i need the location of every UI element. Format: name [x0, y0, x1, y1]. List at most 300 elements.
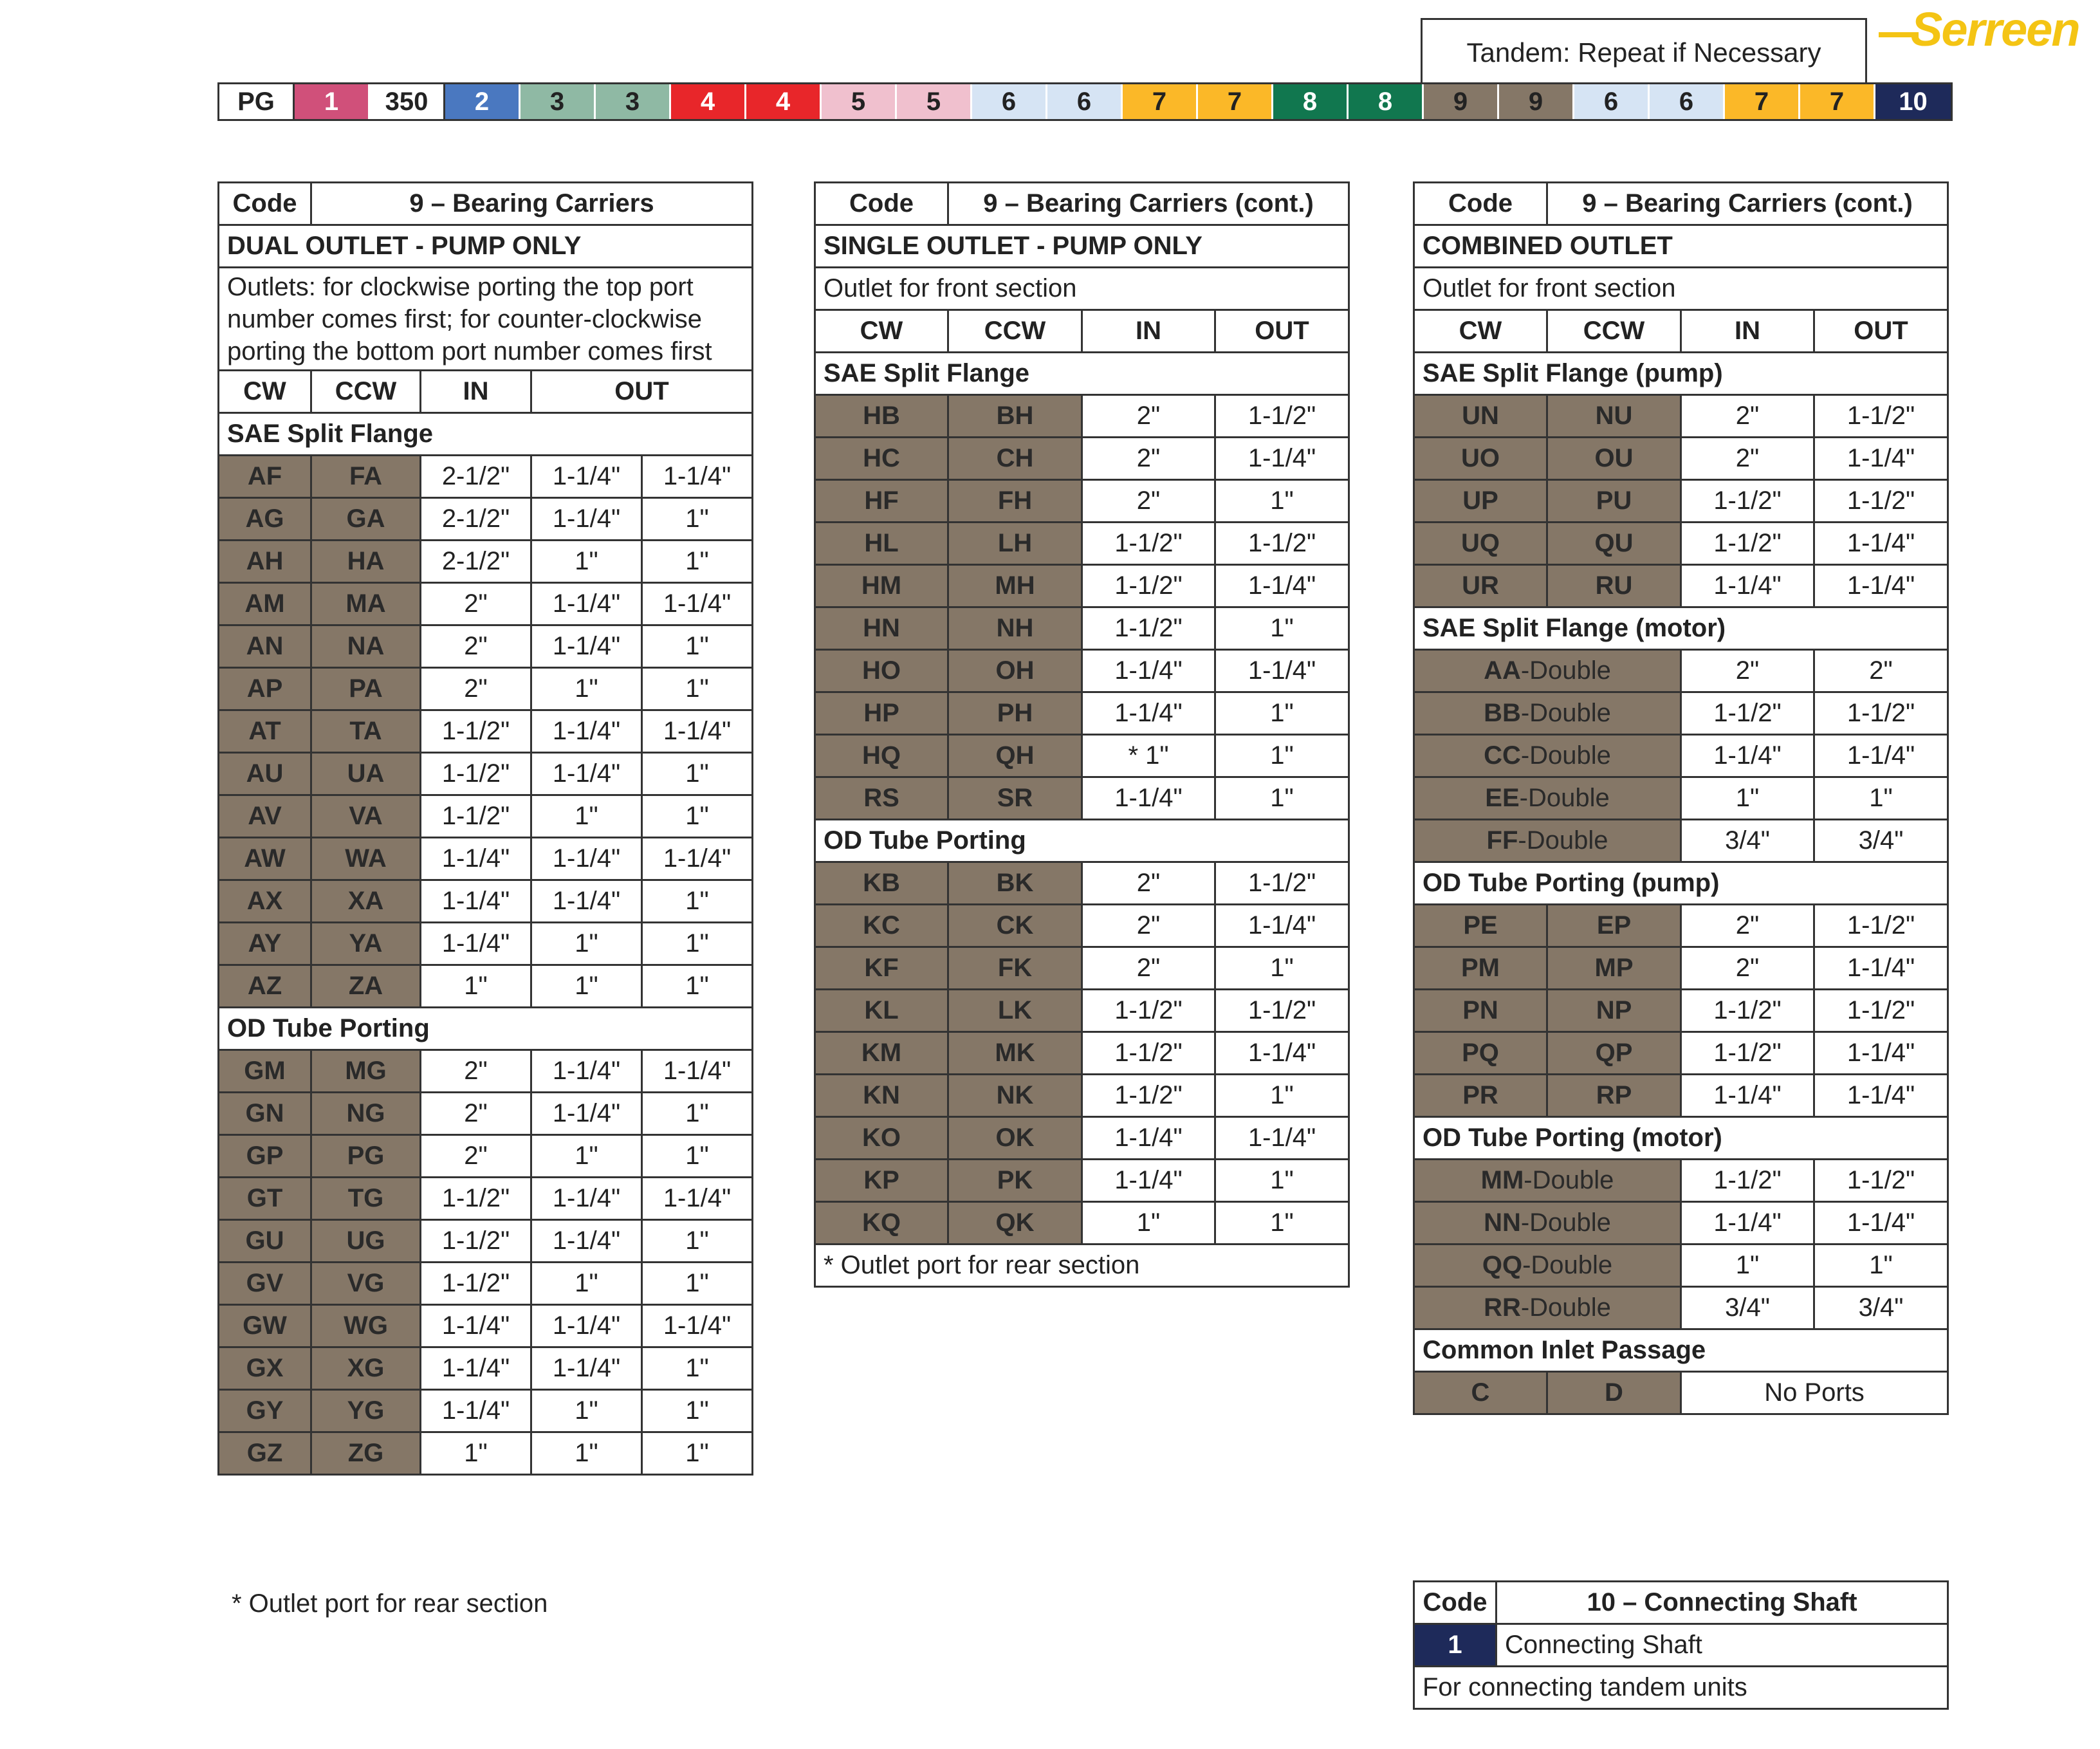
ccw-code: XG	[311, 1347, 421, 1390]
cw-code: HL	[815, 523, 948, 565]
model-code-cell: 7	[1725, 84, 1800, 119]
double-suffix: -Double	[1518, 826, 1608, 855]
ccw-code: BH	[948, 395, 1082, 438]
double-code	[1414, 735, 1681, 777]
double-code-letters: AA	[1484, 656, 1521, 685]
cw-code: KP	[815, 1160, 948, 1202]
ccw-code: LK	[948, 990, 1082, 1032]
double-code	[1414, 692, 1681, 735]
out-size: 1-1/4"	[1215, 905, 1349, 947]
ccw-code: RU	[1547, 565, 1681, 607]
table-row	[1414, 692, 1948, 735]
ccw-code: CH	[948, 438, 1082, 480]
ccw-code: PG	[311, 1135, 421, 1178]
table-row	[219, 1390, 753, 1432]
logo-wordmark: Serreen	[1911, 3, 2079, 56]
out-size: 1-1/4"	[642, 838, 753, 880]
in-size: 1-1/2"	[1681, 1032, 1814, 1075]
ccw-code: BK	[948, 862, 1082, 905]
table-row	[1414, 480, 1948, 523]
ccw-code: QK	[948, 1202, 1082, 1245]
model-code-cell: 5	[822, 84, 897, 119]
out-size: 1-1/2"	[1814, 905, 1948, 947]
in-size: 1"	[1681, 777, 1814, 820]
out-size: 1"	[1215, 692, 1349, 735]
section-title: SAE Split Flange	[815, 353, 1349, 395]
table-row	[1414, 565, 1948, 607]
cw-code: KN	[815, 1075, 948, 1117]
in-size: 2"	[1681, 438, 1814, 480]
in-size: 1-1/2"	[1681, 480, 1814, 523]
table-row	[1414, 820, 1948, 862]
in-size: 2-1/2"	[421, 456, 531, 498]
no-ports-value: No Ports	[1681, 1372, 1948, 1414]
cw-code: KL	[815, 990, 948, 1032]
ccw-code: FA	[311, 456, 421, 498]
cw-code: AP	[219, 668, 311, 710]
table-title: 9 – Bearing Carriers	[311, 183, 753, 225]
cw-code: UN	[1414, 395, 1547, 438]
ccw-code: ZA	[311, 965, 421, 1008]
out-size: 1"	[642, 625, 753, 668]
table-row	[1414, 650, 1948, 692]
cw-code: UP	[1414, 480, 1547, 523]
ccw-code: D	[1547, 1372, 1681, 1414]
in-size: 1-1/2"	[1082, 565, 1215, 607]
in-size: 1-1/4"	[421, 923, 531, 965]
out-size: 1"	[642, 965, 753, 1008]
ccw-code: UG	[311, 1220, 421, 1263]
ccw-code: PH	[948, 692, 1082, 735]
double-code	[1414, 650, 1681, 692]
in-size: 1-1/2"	[1681, 692, 1814, 735]
cw-code: KQ	[815, 1202, 948, 1245]
cw-code: KC	[815, 905, 948, 947]
brand-logo	[1879, 4, 2091, 55]
ccw-code: NU	[1547, 395, 1681, 438]
cw-code: KM	[815, 1032, 948, 1075]
out-size: 1-1/4"	[531, 838, 642, 880]
ccw-code: NG	[311, 1093, 421, 1135]
model-code-cell: 7	[1198, 84, 1273, 119]
out-size: 1"	[642, 541, 753, 583]
table-subtitle: COMBINED OUTLET	[1414, 225, 1948, 268]
out-size: 1-1/4"	[531, 583, 642, 625]
table-row	[219, 456, 753, 498]
in-size: 2"	[1082, 905, 1215, 947]
out-size: 1"	[1215, 947, 1349, 990]
in-size: 2"	[1681, 905, 1814, 947]
in-size: 1-1/2"	[1681, 1160, 1814, 1202]
ccw-code: CK	[948, 905, 1082, 947]
col-in: IN	[1681, 310, 1814, 353]
cw-code: AW	[219, 838, 311, 880]
cw-code: KF	[815, 947, 948, 990]
cw-code: GP	[219, 1135, 311, 1178]
col-in: IN	[1082, 310, 1215, 353]
out-size: 1"	[1215, 777, 1349, 820]
in-size: * 1"	[1082, 735, 1215, 777]
table-row	[1414, 1160, 1948, 1202]
in-size: 1-1/4"	[1082, 650, 1215, 692]
out-size: 1"	[531, 795, 642, 838]
ccw-code: PK	[948, 1160, 1082, 1202]
ccw-code: TG	[311, 1178, 421, 1220]
ccw-code: MG	[311, 1050, 421, 1093]
model-code-cell: 6	[1574, 84, 1650, 119]
model-code-cell: 6	[972, 84, 1047, 119]
option-code-cell: 1	[1414, 1624, 1497, 1667]
in-size: 1-1/2"	[421, 1178, 531, 1220]
table-row	[815, 607, 1349, 650]
cw-code: AX	[219, 880, 311, 923]
table-connecting-shaft	[1413, 1580, 1949, 1710]
table-title: 9 – Bearing Carriers (cont.)	[948, 183, 1349, 225]
out-size: 1-1/4"	[1215, 650, 1349, 692]
in-size: 1-1/4"	[1681, 735, 1814, 777]
table-combined-outlet	[1413, 181, 1949, 1415]
in-size: 1-1/2"	[1681, 990, 1814, 1032]
model-code-cell: 7	[1123, 84, 1198, 119]
out-size: 1-1/4"	[531, 1347, 642, 1390]
in-size: 3/4"	[1681, 820, 1814, 862]
table-row	[219, 753, 753, 795]
in-size: 1-1/4"	[421, 880, 531, 923]
out-size: 1-1/4"	[1814, 1075, 1948, 1117]
cw-code: GV	[219, 1263, 311, 1305]
table-row	[219, 1093, 753, 1135]
out-size: 1"	[1215, 607, 1349, 650]
table-row	[219, 625, 753, 668]
table-row	[219, 1135, 753, 1178]
out-size: 1"	[642, 1263, 753, 1305]
ccw-code: OU	[1547, 438, 1681, 480]
col-in: IN	[421, 371, 531, 413]
cw-code: AY	[219, 923, 311, 965]
model-code-cell: 8	[1349, 84, 1424, 119]
out-size: 1-1/4"	[1814, 565, 1948, 607]
double-code	[1414, 777, 1681, 820]
ccw-code: WG	[311, 1305, 421, 1347]
table-row	[815, 1117, 1349, 1160]
in-size: 1-1/4"	[1082, 777, 1215, 820]
code-header: Code	[1414, 183, 1547, 225]
model-code-cell: 10	[1875, 84, 1951, 119]
table-row	[219, 1347, 753, 1390]
out-size: 1"	[1814, 1245, 1948, 1287]
double-suffix: -Double	[1524, 1166, 1614, 1194]
table-row	[219, 838, 753, 880]
ccw-code: MA	[311, 583, 421, 625]
out-size: 1"	[1215, 1075, 1349, 1117]
section-title: OD Tube Porting	[815, 820, 1349, 862]
model-code-bar	[217, 82, 1953, 121]
in-size: 1-1/2"	[1082, 1032, 1215, 1075]
table-row	[815, 1075, 1349, 1117]
out-size: 1-1/4"	[531, 753, 642, 795]
out-size: 1"	[1215, 480, 1349, 523]
table-row	[1414, 438, 1948, 480]
out-size: 1-1/2"	[1215, 990, 1349, 1032]
cw-code: AN	[219, 625, 311, 668]
section-title: Common Inlet Passage	[1414, 1329, 1948, 1372]
cw-code: PN	[1414, 990, 1547, 1032]
table-row	[219, 1178, 753, 1220]
ccw-code: ZG	[311, 1432, 421, 1475]
model-code-cell: 8	[1273, 84, 1349, 119]
ccw-code: UA	[311, 753, 421, 795]
double-suffix: -Double	[1522, 1251, 1613, 1279]
model-code-cell: 7	[1800, 84, 1875, 119]
table-row	[1414, 777, 1948, 820]
out-size: 1-1/2"	[1215, 523, 1349, 565]
out-size: 1-1/4"	[531, 498, 642, 541]
table-row	[1414, 1287, 1948, 1329]
tandem-note: Tandem: Repeat if Necessary	[1421, 18, 1867, 84]
cw-code: GW	[219, 1305, 311, 1347]
ccw-code: NP	[1547, 990, 1681, 1032]
out-size: 1"	[531, 965, 642, 1008]
section-title: SAE Split Flange	[219, 413, 753, 456]
in-size: 2"	[421, 1093, 531, 1135]
out-size: 1-1/4"	[1215, 438, 1349, 480]
out-size: 1-1/4"	[531, 1305, 642, 1347]
out-size: 1-1/4"	[642, 710, 753, 753]
table-row	[815, 735, 1349, 777]
out-size: 1-1/4"	[531, 625, 642, 668]
cw-code: PE	[1414, 905, 1547, 947]
out-size: 3/4"	[1814, 1287, 1948, 1329]
section-title: SAE Split Flange (pump)	[1414, 353, 1948, 395]
table-row	[219, 1305, 753, 1347]
in-size: 1-1/2"	[421, 1220, 531, 1263]
cw-code: HN	[815, 607, 948, 650]
cw-code: AT	[219, 710, 311, 753]
ccw-code: QU	[1547, 523, 1681, 565]
out-size: 1-1/4"	[531, 1093, 642, 1135]
in-size: 1-1/4"	[1082, 692, 1215, 735]
ccw-code: OH	[948, 650, 1082, 692]
cw-code: GM	[219, 1050, 311, 1093]
in-size: 1"	[1681, 1245, 1814, 1287]
table-description: Outlet for front section	[815, 268, 1349, 310]
table-row	[1414, 523, 1948, 565]
out-size: 1-1/4"	[642, 1050, 753, 1093]
col-ccw: CCW	[948, 310, 1082, 353]
table-row	[219, 541, 753, 583]
out-size: 3/4"	[1814, 820, 1948, 862]
out-size: 1-1/4"	[531, 1220, 642, 1263]
out-size: 1"	[642, 1220, 753, 1263]
in-size: 2"	[421, 1135, 531, 1178]
out-size: 1"	[531, 668, 642, 710]
out-size: 1"	[531, 1263, 642, 1305]
in-size: 1-1/2"	[1082, 1075, 1215, 1117]
ccw-code: TA	[311, 710, 421, 753]
in-size: 1-1/2"	[421, 710, 531, 753]
cw-code: GZ	[219, 1432, 311, 1475]
in-size: 1"	[421, 1432, 531, 1475]
ccw-code: YA	[311, 923, 421, 965]
in-size: 1-1/4"	[1082, 1117, 1215, 1160]
out-size: 1"	[1814, 777, 1948, 820]
out-size: 1-1/4"	[642, 1305, 753, 1347]
table-row	[1414, 735, 1948, 777]
table-row	[815, 947, 1349, 990]
in-size: 2"	[1681, 650, 1814, 692]
table-row	[815, 480, 1349, 523]
cw-code: HB	[815, 395, 948, 438]
cw-code: KO	[815, 1117, 948, 1160]
double-code-letters: RR	[1484, 1293, 1521, 1322]
col-cw: CW	[815, 310, 948, 353]
out-size: 2"	[1814, 650, 1948, 692]
table-row	[1414, 395, 1948, 438]
in-size: 1-1/4"	[421, 1305, 531, 1347]
in-size: 2"	[1082, 947, 1215, 990]
table-title: 9 – Bearing Carriers (cont.)	[1547, 183, 1948, 225]
cw-code: GU	[219, 1220, 311, 1263]
ccw-code: PA	[311, 668, 421, 710]
table-description: Outlet for front section	[1414, 268, 1948, 310]
double-code	[1414, 1287, 1681, 1329]
ccw-code: NH	[948, 607, 1082, 650]
table-row	[815, 1202, 1349, 1245]
ccw-code: FH	[948, 480, 1082, 523]
table-row	[1414, 1032, 1948, 1075]
double-code	[1414, 1160, 1681, 1202]
in-size: 1-1/2"	[1082, 990, 1215, 1032]
table-row	[815, 905, 1349, 947]
double-code-letters: CC	[1484, 741, 1521, 770]
ccw-code: HA	[311, 541, 421, 583]
out-size: 1-1/4"	[531, 880, 642, 923]
model-code-cell: 9	[1424, 84, 1499, 119]
out-size: 1"	[531, 1390, 642, 1432]
in-size: 3/4"	[1681, 1287, 1814, 1329]
cw-code: PQ	[1414, 1032, 1547, 1075]
in-size: 1-1/2"	[1082, 607, 1215, 650]
table-row	[1414, 1245, 1948, 1287]
out-size: 1"	[531, 541, 642, 583]
ccw-code: QP	[1547, 1032, 1681, 1075]
in-size: 1-1/2"	[1082, 523, 1215, 565]
table-dual-outlet	[217, 181, 753, 1476]
col-cw: CW	[219, 371, 311, 413]
in-size: 1-1/4"	[1681, 565, 1814, 607]
ccw-code: VA	[311, 795, 421, 838]
in-size: 2"	[1681, 947, 1814, 990]
double-code-letters: MM	[1480, 1166, 1524, 1194]
table-row	[219, 923, 753, 965]
ccw-code: MH	[948, 565, 1082, 607]
in-size: 2"	[1082, 395, 1215, 438]
model-code-cell: 2	[445, 84, 520, 119]
in-size: 2"	[421, 668, 531, 710]
cw-code: HM	[815, 565, 948, 607]
ccw-code: VG	[311, 1263, 421, 1305]
code-header: Code	[1414, 1582, 1497, 1624]
section-title: OD Tube Porting (motor)	[1414, 1117, 1948, 1160]
ccw-code: NK	[948, 1075, 1082, 1117]
table-row	[219, 1263, 753, 1305]
out-size: 1"	[642, 668, 753, 710]
in-size: 2"	[421, 625, 531, 668]
out-size: 1"	[642, 753, 753, 795]
double-suffix: -Double	[1520, 1208, 1611, 1237]
ccw-code: MK	[948, 1032, 1082, 1075]
cw-code: HP	[815, 692, 948, 735]
in-size: 1-1/2"	[1681, 523, 1814, 565]
table-row	[815, 565, 1349, 607]
ccw-code: LH	[948, 523, 1082, 565]
in-size: 2"	[1681, 395, 1814, 438]
in-size: 1-1/4"	[1681, 1075, 1814, 1117]
in-size: 2"	[421, 583, 531, 625]
in-size: 2-1/2"	[421, 498, 531, 541]
out-size: 1-1/2"	[1814, 1160, 1948, 1202]
out-size: 1-1/2"	[1215, 862, 1349, 905]
out-size: 1-1/2"	[1814, 395, 1948, 438]
out-size: 1"	[531, 923, 642, 965]
ccw-code: FK	[948, 947, 1082, 990]
out-size: 1-1/4"	[642, 456, 753, 498]
model-code-cell: 5	[897, 84, 972, 119]
model-code-cell: 3	[596, 84, 671, 119]
cw-code: RS	[815, 777, 948, 820]
ccw-code: EP	[1547, 905, 1681, 947]
double-code-letters: EE	[1485, 784, 1520, 812]
in-size: 1-1/4"	[1681, 1202, 1814, 1245]
table-row	[219, 1050, 753, 1093]
cw-code: KB	[815, 862, 948, 905]
section-title: SAE Split Flange (motor)	[1414, 607, 1948, 650]
cw-code: AV	[219, 795, 311, 838]
out-size: 1"	[642, 1432, 753, 1475]
out-size: 1-1/2"	[1814, 990, 1948, 1032]
out-size: 1"	[531, 1135, 642, 1178]
out-size: 1-1/4"	[531, 1050, 642, 1093]
cw-code: GN	[219, 1093, 311, 1135]
cw-code: GT	[219, 1178, 311, 1220]
double-suffix: -Double	[1520, 741, 1611, 770]
model-code-cell: 4	[746, 84, 822, 119]
out-size: 1"	[642, 1135, 753, 1178]
double-suffix: -Double	[1519, 784, 1610, 812]
in-size: 2"	[1082, 438, 1215, 480]
out-size: 1"	[1215, 1202, 1349, 1245]
double-code	[1414, 1245, 1681, 1287]
table-row	[219, 1432, 753, 1475]
in-size: 2"	[1082, 480, 1215, 523]
out-size: 1-1/4"	[1814, 947, 1948, 990]
cw-code: AU	[219, 753, 311, 795]
model-code-cell: 350	[370, 84, 445, 119]
out-size: 1"	[642, 1093, 753, 1135]
in-size: 2-1/2"	[421, 541, 531, 583]
double-code-letters: BB	[1484, 699, 1521, 727]
table-row	[1414, 947, 1948, 990]
out-size: 1-1/4"	[1215, 565, 1349, 607]
in-size: 1-1/2"	[421, 753, 531, 795]
table-row	[219, 710, 753, 753]
out-size: 1-1/4"	[531, 456, 642, 498]
out-size: 1"	[1215, 1160, 1349, 1202]
cw-code: GX	[219, 1347, 311, 1390]
out-size: 1-1/4"	[642, 1178, 753, 1220]
table-row	[815, 438, 1349, 480]
in-size: 1"	[1082, 1202, 1215, 1245]
